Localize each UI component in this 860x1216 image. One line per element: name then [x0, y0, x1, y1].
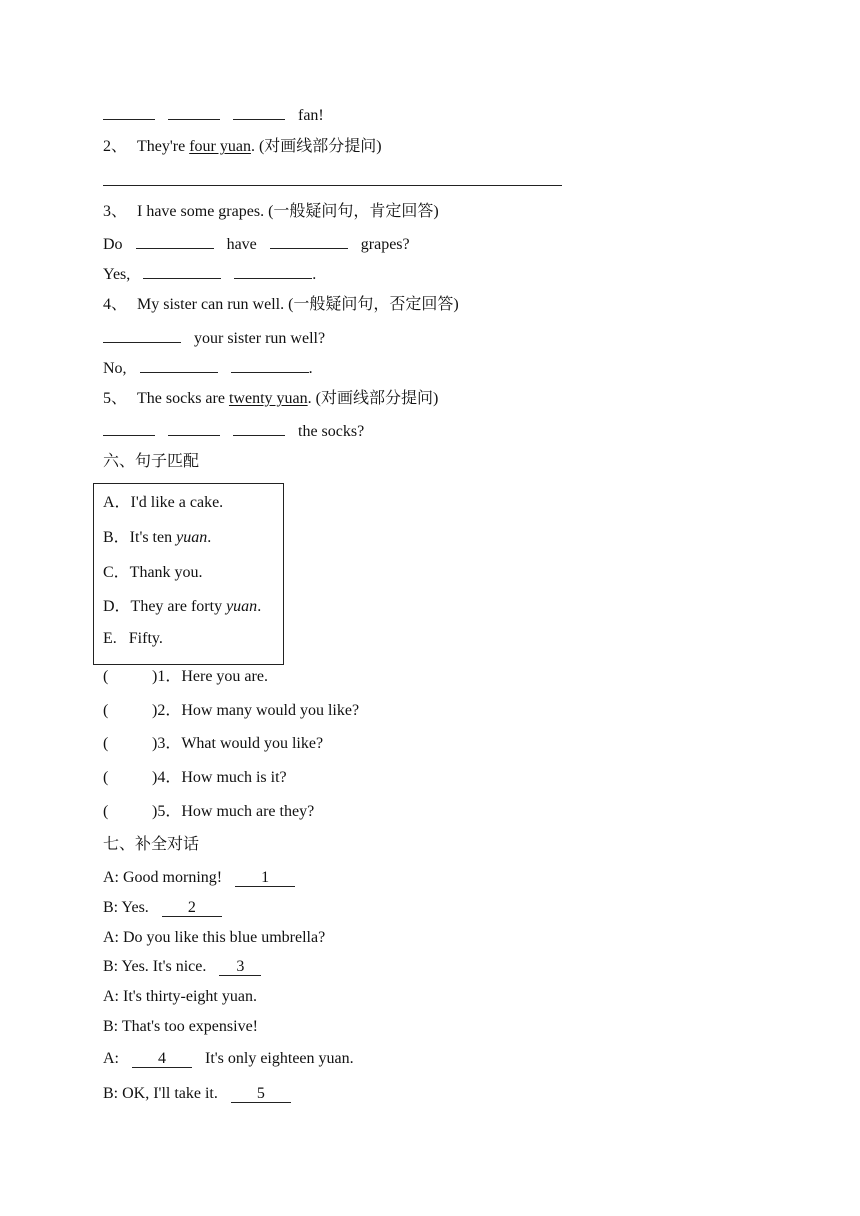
dialogue-blank[interactable]: 4 — [132, 1051, 192, 1068]
q2-underlined: four yuan — [189, 138, 251, 155]
match-question-text: )5．How much are they? — [152, 803, 315, 820]
q4-text: My sister can run well. (一般疑问句，否定回答) — [137, 296, 459, 313]
answer-blank[interactable] — [140, 358, 218, 373]
dialogue-line-1 — [103, 868, 295, 888]
dialogue-line-6 — [103, 1017, 258, 1037]
option-label: E. Fifty. — [103, 630, 163, 647]
q5-underlined: twenty yuan — [228, 390, 308, 407]
q5-line1 — [103, 421, 364, 442]
dialogue-blank[interactable]: 5 — [231, 1086, 291, 1103]
dialogue-line-7 — [103, 1049, 354, 1069]
dialogue-text: A: Do you like this blue umbrella? — [103, 929, 326, 946]
section6-heading: 六、句子匹配 — [103, 453, 200, 470]
period: . — [312, 266, 317, 283]
answer-blank[interactable] — [103, 105, 155, 120]
option-tail: . — [257, 598, 262, 615]
answer-blank[interactable] — [103, 421, 155, 436]
q4-prompt — [103, 295, 459, 315]
answer-blank[interactable] — [103, 328, 181, 343]
match-question-text: )4．How much is it? — [152, 769, 287, 786]
q3-line2 — [103, 264, 316, 285]
dialogue-blank[interactable]: 1 — [235, 870, 295, 887]
q2-pre: They're — [137, 138, 190, 155]
dialogue-text: B: Yes. It's nice. — [103, 958, 207, 975]
q4-line1 — [103, 328, 325, 349]
dialogue-text: A: Good morning! — [103, 869, 223, 886]
option-b — [103, 528, 211, 548]
q2-answer-rule[interactable] — [103, 185, 562, 186]
answer-paren[interactable]: ( — [103, 803, 109, 820]
q2-post: . (对画线部分提问) — [250, 138, 382, 155]
answer-paren[interactable]: ( — [103, 702, 109, 719]
q3-word-yes: Yes, — [103, 266, 131, 283]
match-question-text: )3．What would you like? — [152, 735, 324, 752]
answer-blank[interactable] — [168, 421, 220, 436]
q1-answer-line — [103, 105, 324, 126]
answer-blank[interactable] — [270, 234, 348, 249]
q5-post: . (对画线部分提问) — [307, 390, 439, 407]
q3-word-have: have — [226, 236, 257, 253]
q3-word-do: Do — [103, 236, 123, 253]
q3-prompt — [103, 202, 439, 222]
dialogue-text: B: That's too expensive! — [103, 1018, 259, 1035]
option-label: D．They are forty — [103, 598, 227, 615]
option-label: A．I'd like a cake. — [103, 494, 224, 511]
dialogue-text: B: OK, I'll take it. — [103, 1085, 218, 1102]
option-tail: . — [207, 529, 212, 546]
match-question-text: )1．Here you are. — [152, 668, 268, 685]
option-italic: yuan — [176, 529, 208, 546]
answer-blank[interactable] — [143, 264, 221, 279]
section7-heading: 七、补全对话 — [103, 836, 200, 853]
answer-blank[interactable] — [231, 358, 309, 373]
dialogue-text: B: Yes. — [103, 899, 149, 916]
match-question-5[interactable] — [103, 802, 314, 822]
answer-paren[interactable]: ( — [103, 769, 109, 786]
match-question-1[interactable] — [103, 667, 268, 687]
option-label: C．Thank you. — [103, 564, 203, 581]
dialogue-line-4 — [103, 957, 261, 977]
q4-line1-tail: your sister run well? — [194, 330, 326, 347]
option-label: B．It's ten — [103, 529, 177, 546]
answer-blank[interactable] — [136, 234, 214, 249]
dialogue-line-2 — [103, 898, 222, 918]
answer-blank[interactable] — [234, 264, 312, 279]
question-number: 5、 — [103, 390, 128, 407]
period: . — [308, 360, 313, 377]
match-question-4[interactable] — [103, 768, 287, 788]
q1-tail: fan! — [298, 107, 324, 124]
dialogue-text: A: It's thirty-eight yuan. — [103, 988, 257, 1005]
question-number: 4、 — [103, 296, 128, 313]
dialogue-tail: It's only eighteen yuan. — [205, 1050, 354, 1067]
option-italic: yuan — [226, 598, 258, 615]
q5-pre: The socks are — [137, 390, 229, 407]
option-d — [103, 597, 261, 617]
q4-word-no: No, — [103, 360, 127, 377]
answer-paren[interactable]: ( — [103, 735, 109, 752]
dialogue-line-8 — [103, 1084, 291, 1104]
q5-prompt — [103, 389, 438, 409]
q4-line2 — [103, 358, 313, 379]
q3-text: I have some grapes. (一般疑问句，肯定回答) — [137, 203, 439, 220]
answer-blank[interactable] — [233, 105, 285, 120]
answer-blank[interactable] — [233, 421, 285, 436]
q5-line1-tail: the socks? — [298, 423, 365, 440]
question-number: 3、 — [103, 203, 128, 220]
question-number: 2、 — [103, 138, 128, 155]
q3-line1 — [103, 234, 410, 255]
answer-blank[interactable] — [168, 105, 220, 120]
option-e — [103, 629, 163, 649]
dialogue-blank[interactable]: 3 — [219, 959, 261, 976]
dialogue-blank[interactable]: 2 — [162, 900, 222, 917]
match-question-text: )2．How many would you like? — [152, 702, 360, 719]
option-a — [103, 493, 223, 513]
dialogue-line-3 — [103, 928, 325, 948]
match-question-3[interactable] — [103, 734, 323, 754]
option-c — [103, 563, 203, 583]
dialogue-line-5 — [103, 987, 257, 1007]
dialogue-text: A: — [103, 1050, 119, 1067]
match-question-2[interactable] — [103, 701, 359, 721]
q2-prompt — [103, 137, 382, 157]
answer-paren[interactable]: ( — [103, 668, 109, 685]
q3-word-grapes: grapes? — [360, 236, 410, 253]
